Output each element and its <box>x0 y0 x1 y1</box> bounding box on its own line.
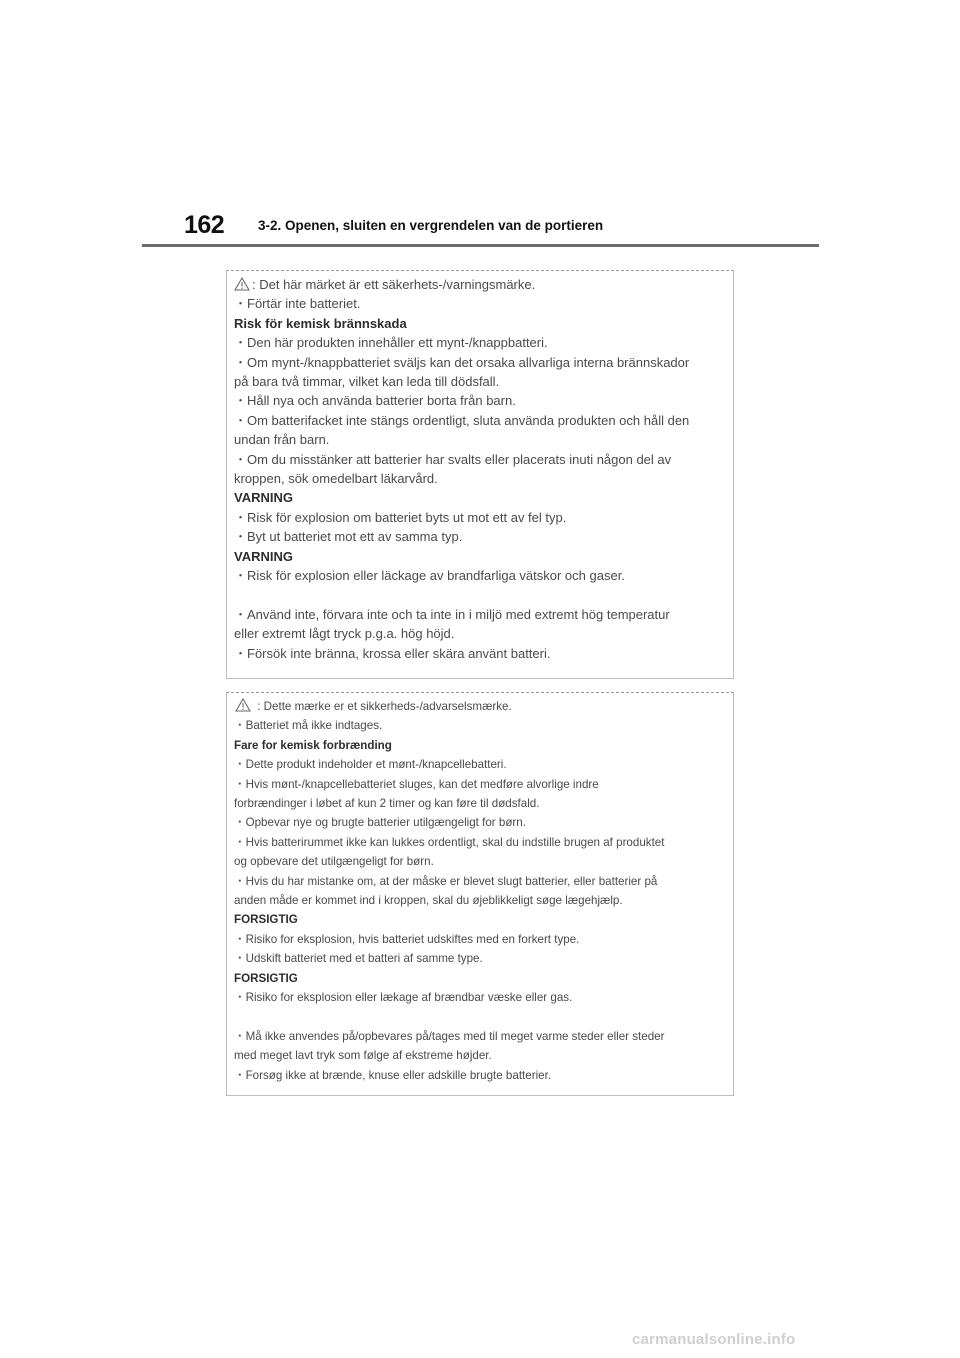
warning-triangle-icon <box>234 277 250 291</box>
label-line: ・Om batterifacket inte stängs ordentligt, sluta använda produkten och håll den <box>234 412 690 428</box>
label-line: ・Hvis batterirummet ikke kan lukkes ordentligt, skal du indstille brugen af produktet <box>234 835 665 849</box>
label-line: ・Hvis du har mistanke om, at der måske er blevet slugt batterier, eller batterier på <box>234 874 658 888</box>
label-heading: FORSIGTIG <box>234 971 298 985</box>
page-number: 162 <box>184 211 225 239</box>
label-line: ・Risiko for eksplosion eller lækage af brændbar væske eller gas. <box>234 991 573 1005</box>
label-line: ・Byt ut batteriet mot ett av samma typ. <box>234 529 463 545</box>
label-line: ・Den här produkten innehåller ett mynt-/knappbatteri. <box>234 335 548 351</box>
label-line: ・Udskift batteriet med et batteri af samme type. <box>234 952 483 966</box>
label-line: ・Batteriet må ikke indtages. <box>234 719 383 733</box>
label-line: med meget lavt tryk som følge af ekstreme højder. <box>234 1049 492 1063</box>
label-line: anden måde er kommet ind i kroppen, skal du øjeblikkeligt søge lægehjælp. <box>234 894 623 908</box>
label-line: ・Risk för explosion om batteriet byts ut mot ett av fel typ. <box>234 509 567 525</box>
label-line: eller extremt lågt tryck p.g.a. hög höjd. <box>234 626 455 642</box>
label-line: ・Dette produkt indeholder et mønt-/knapcellebatteri. <box>234 758 507 772</box>
label-line: på bara två timmar, vilket kan leda till dödsfall. <box>234 374 500 390</box>
label-line: ・Om mynt-/knappbatteriet sväljs kan det orsaka allvarliga interna brännskador <box>234 354 690 370</box>
label-line: ・Förtär inte batteriet. <box>234 296 361 312</box>
label-intro-line: : Dette mærke er et sikkerheds-/advarselsmærke. <box>234 697 727 716</box>
label-line: og opbevare det utilgængeligt for børn. <box>234 855 434 869</box>
label-intro-line: : Det här märket är ett säkerhets-/varningsmärke. <box>234 275 727 294</box>
section-title: 3-2. Openen, sluiten en vergrendelen van de portieren <box>258 218 604 233</box>
header-divider <box>142 244 819 247</box>
label-line: ・Hvis mønt-/knapcellebatteriet sluges, kan det medføre alvorlige indre <box>234 777 599 791</box>
danish-warning-label <box>226 692 734 1096</box>
label-heading: VARNING <box>234 548 293 564</box>
label-heading: VARNING <box>234 490 293 506</box>
label-line: ・Risiko for eksplosion, hvis batteriet udskiftes med en forkert type. <box>234 932 580 946</box>
label-line: undan från barn. <box>234 432 330 448</box>
label-line: ・Opbevar nye og brugte batterier utilgængeligt for børn. <box>234 816 526 830</box>
site-watermark: carmanualsonline.info <box>632 1331 796 1348</box>
label-line: ・Använd inte, förvara inte och ta inte in i miljö med extremt hög temperatur <box>234 606 670 622</box>
label-line: ・Om du misstänker att batterier har svalts eller placerats inuti någon del av <box>234 451 672 467</box>
label-line: forbrændinger i løbet af kun 2 timer og kan føre til dødsfald. <box>234 797 540 811</box>
label-line: ・Risk för explosion eller läckage av brandfarliga vätskor och gaser. <box>234 568 625 584</box>
label-heading: Fare for kemisk forbrænding <box>234 738 392 752</box>
page-header <box>0 0 960 250</box>
warning-triangle-icon <box>234 698 252 712</box>
label-line: ・Må ikke anvendes på/opbevares på/tages med til meget varme steder eller steder <box>234 1029 665 1043</box>
swedish-warning-label <box>226 270 734 679</box>
label-line: ・Forsøg ikke at brænde, knuse eller adskille brugte batterier. <box>234 1068 552 1082</box>
label-line: ・Försök inte bränna, krossa eller skära använt batteri. <box>234 645 551 661</box>
label-line: kroppen, sök omedelbart läkarvård. <box>234 471 438 487</box>
label-line: ・Håll nya och använda batterier borta från barn. <box>234 393 516 409</box>
label-heading: Risk för kemisk brännskada <box>234 315 407 331</box>
label-heading: FORSIGTIG <box>234 913 298 927</box>
